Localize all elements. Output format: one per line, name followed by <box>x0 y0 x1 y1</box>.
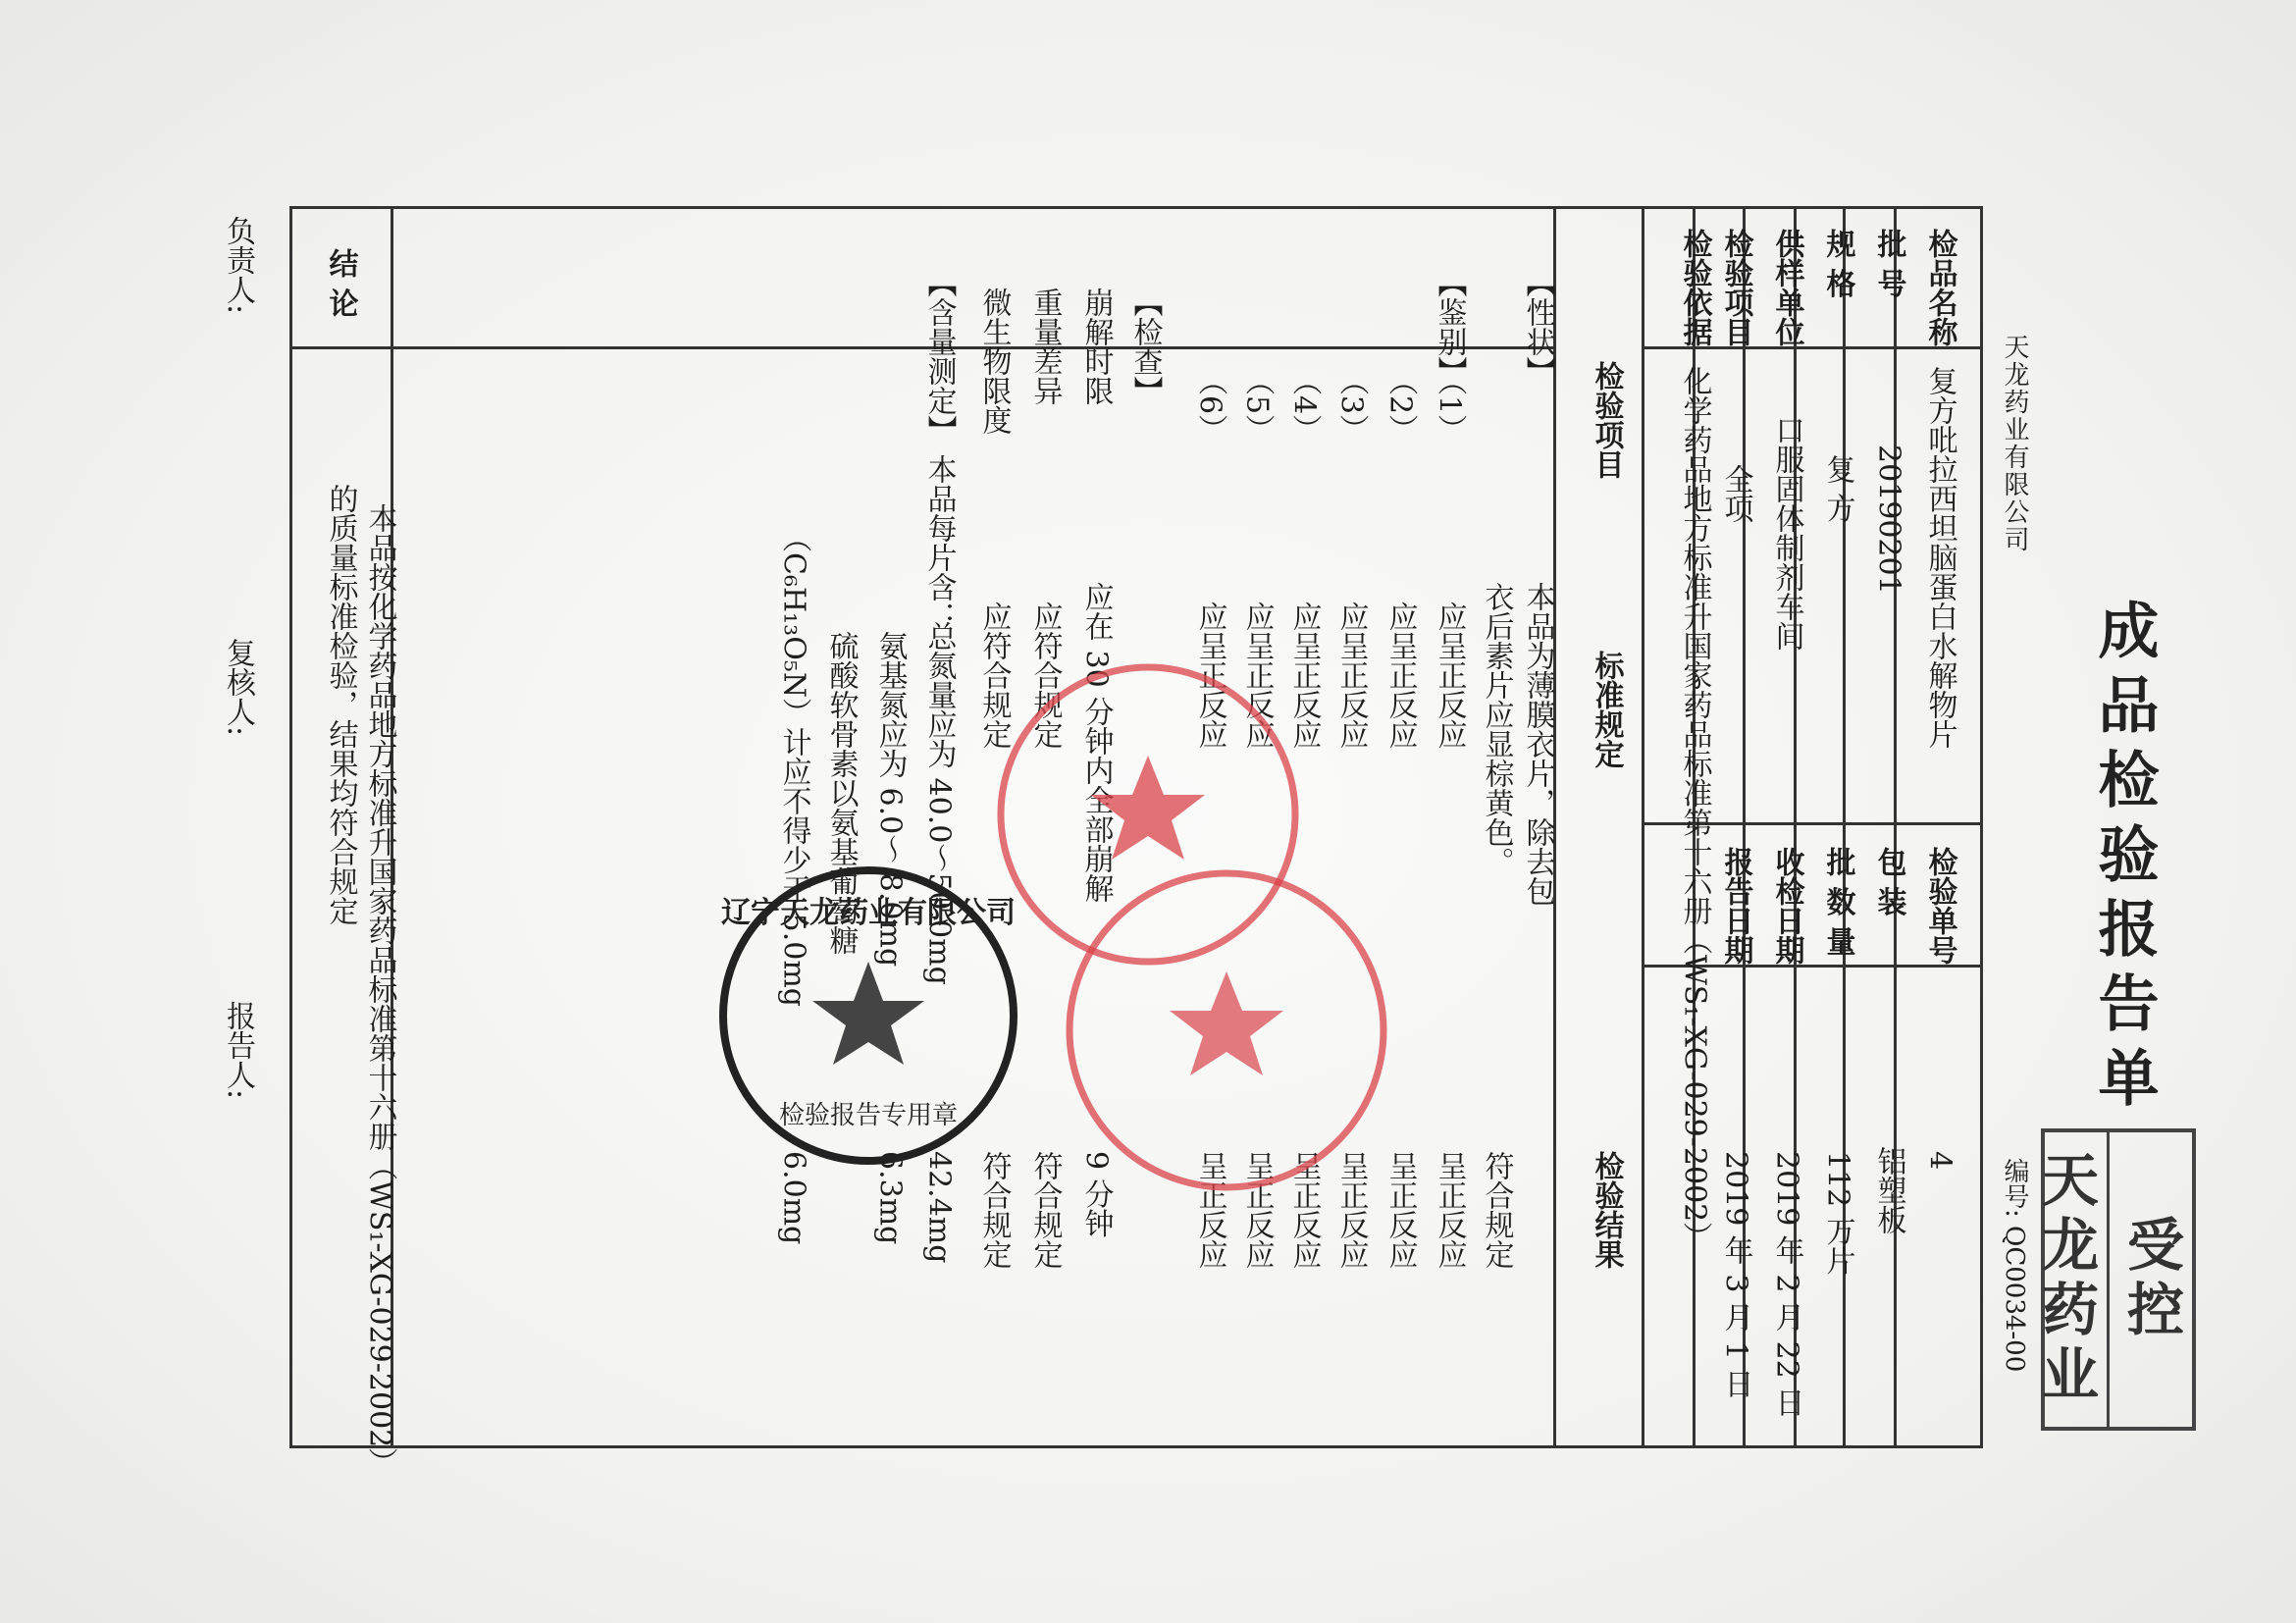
spec-value: 复 方 <box>1820 454 1855 523</box>
id-std-4: 应呈正反应 <box>1286 602 1322 749</box>
results-item-header: 检验项目 <box>1589 361 1624 479</box>
weight-variation-label: 重量差异 <box>1027 288 1063 405</box>
assay-standard-3: 硫酸软骨素以氨基葡萄糖 <box>823 631 859 955</box>
supplier-label: 供样单位 <box>1769 229 1804 346</box>
assay-result-2: 6.3mg <box>872 1151 908 1245</box>
control-stamp <box>2032 1128 2196 1431</box>
assay-intro: 本品每片含： <box>921 454 957 631</box>
items-value: 全项 <box>1718 464 1753 523</box>
id-std-3: 应呈正反应 <box>1333 602 1369 749</box>
id-std-6: 应呈正反应 <box>1192 602 1227 749</box>
receive-date-label: 收检日期 <box>1769 847 1804 965</box>
seal-text: 辽宁天龙药业有限公司 <box>721 896 1016 930</box>
appearance-standard-1: 本品为薄膜衣片，除去包 <box>1520 582 1555 906</box>
company-name: 天龙药业有限公司 <box>2000 334 2029 553</box>
quantity-value: 112 万片 <box>1820 1151 1855 1276</box>
assay-standard-4: （C₆H₁₃O₅N）计应不得少于 5.0mg <box>776 523 811 1007</box>
items-label: 检验项目 <box>1718 229 1753 346</box>
id-std-5: 应呈正反应 <box>1239 602 1275 749</box>
report-date-value: 2019 年 3 月 1 日 <box>1718 1151 1753 1399</box>
divider <box>1642 346 1980 349</box>
id-no-1: （1） <box>1432 366 1467 445</box>
disintegration-result: 9 分钟 <box>1078 1151 1114 1238</box>
black-seal <box>706 854 1030 1178</box>
id-result-1: 呈正反应 <box>1432 1151 1467 1269</box>
weight-variation-standard: 应符合规定 <box>1027 602 1063 749</box>
conclusion-label: 结 论 <box>323 248 358 318</box>
batch-label: 批 号 <box>1871 229 1906 298</box>
reviewer-label: 复核人: <box>221 638 255 737</box>
appearance-standard-2: 衣后素片应显棕黄色。 <box>1479 582 1514 876</box>
id-no-3: （3） <box>1333 366 1369 445</box>
id-result-6: 呈正反应 <box>1192 1151 1227 1269</box>
product-name-label: 检品名称 <box>1922 229 1957 346</box>
divider <box>1642 209 1644 1445</box>
disintegration-standard: 应在 30 分钟内全部崩解 <box>1078 582 1114 904</box>
seal-star-icon <box>1170 971 1283 1075</box>
assay-label: 【含量测定】 <box>921 268 957 445</box>
seal-subtext: 检验报告专用章 <box>778 1101 959 1130</box>
id-std-2: 应呈正反应 <box>1383 602 1418 749</box>
package-label: 包 装 <box>1871 847 1906 916</box>
stamp-char: 龙 <box>2032 1215 2099 1280</box>
receive-date-value: 2019 年 2 月 22 日 <box>1769 1151 1804 1418</box>
stamp-char: 药 <box>2032 1280 2099 1344</box>
results-standard-header: 标准规定 <box>1589 651 1624 768</box>
assay-result-1: 42.4mg <box>921 1151 957 1264</box>
reporter-label: 报告人: <box>221 1001 255 1100</box>
page-title: 成品检验报告单 <box>2088 599 2160 1121</box>
conclusion-text-1: 本品按化学药品地方标准升国家药品标准第十六册（WS₁-XG-029-2002） <box>362 503 397 1478</box>
assay-result-3: 6.0mg <box>776 1151 811 1245</box>
identification-label: 【鉴别】 <box>1432 268 1467 386</box>
results-result-header: 检验结果 <box>1589 1151 1624 1269</box>
id-result-4: 呈正反应 <box>1286 1151 1322 1269</box>
disintegration-label: 崩解时限 <box>1078 288 1114 405</box>
document-number: 编号: QC0034-00 <box>2000 1158 2029 1373</box>
id-result-3: 呈正反应 <box>1333 1151 1369 1269</box>
red-seal-2 <box>1050 854 1403 1207</box>
spec-label: 规 格 <box>1820 229 1855 298</box>
appearance-label: 【性状】 <box>1520 268 1555 386</box>
stamp-char: 控 <box>2117 1280 2184 1344</box>
stamp-char: 天 <box>2032 1150 2099 1215</box>
basis-label: 检验依据 <box>1677 229 1712 346</box>
seal-star-icon <box>1091 756 1205 860</box>
responsible-label: 负责人: <box>221 216 255 315</box>
id-no-6: （6） <box>1192 366 1227 445</box>
id-no-2: （2） <box>1383 366 1418 445</box>
id-std-1: 应呈正反应 <box>1432 602 1467 749</box>
control-stamp-left <box>2110 1132 2192 1427</box>
basis-value: 化学药品地方标准升国家药品标准第十六册（WS₁-XG-029-2002） <box>1677 366 1712 1252</box>
report-no-value: 4 <box>1922 1151 1957 1171</box>
product-name-value: 复方吡拉西坦脑蛋白水解物片 <box>1922 366 1957 749</box>
appearance-result: 符合规定 <box>1479 1151 1514 1269</box>
batch-value: 20190201 <box>1871 445 1906 595</box>
assay-standard-1: 总氮量应为 40.0～50.0mg <box>921 621 957 985</box>
package-value: 铝塑板 <box>1871 1146 1906 1234</box>
id-no-4: （4） <box>1286 366 1322 445</box>
check-label: 【检查】 <box>1127 288 1163 405</box>
assay-standard-2: 氨基氮应为 6.0～ 8.0mg <box>872 631 908 968</box>
id-no-5: （5） <box>1239 366 1275 445</box>
microbial-limit-result: 符合规定 <box>976 1151 1012 1269</box>
weight-variation-result: 符合规定 <box>1027 1151 1063 1269</box>
id-result-5: 呈正反应 <box>1239 1151 1275 1269</box>
microbial-limit-standard: 应符合规定 <box>976 602 1012 749</box>
report-date-label: 报告日期 <box>1718 847 1753 965</box>
divider <box>1894 209 1897 1445</box>
id-result-2: 呈正反应 <box>1383 1151 1418 1269</box>
stamp-char: 业 <box>2032 1344 2099 1409</box>
supplier-value: 口服固体制剂车间 <box>1769 415 1804 651</box>
report-no-label: 检验单号 <box>1922 847 1957 965</box>
microbial-limit-label: 微生物限度 <box>976 288 1012 435</box>
seal-star-icon <box>812 962 924 1065</box>
stamp-char: 受 <box>2117 1215 2184 1280</box>
quantity-label: 批 数 量 <box>1820 847 1855 956</box>
conclusion-text-2: 的质量标准检验，结果均符合规定 <box>323 484 358 925</box>
report-document <box>78 88 2237 1541</box>
control-stamp-right <box>2024 1132 2110 1427</box>
